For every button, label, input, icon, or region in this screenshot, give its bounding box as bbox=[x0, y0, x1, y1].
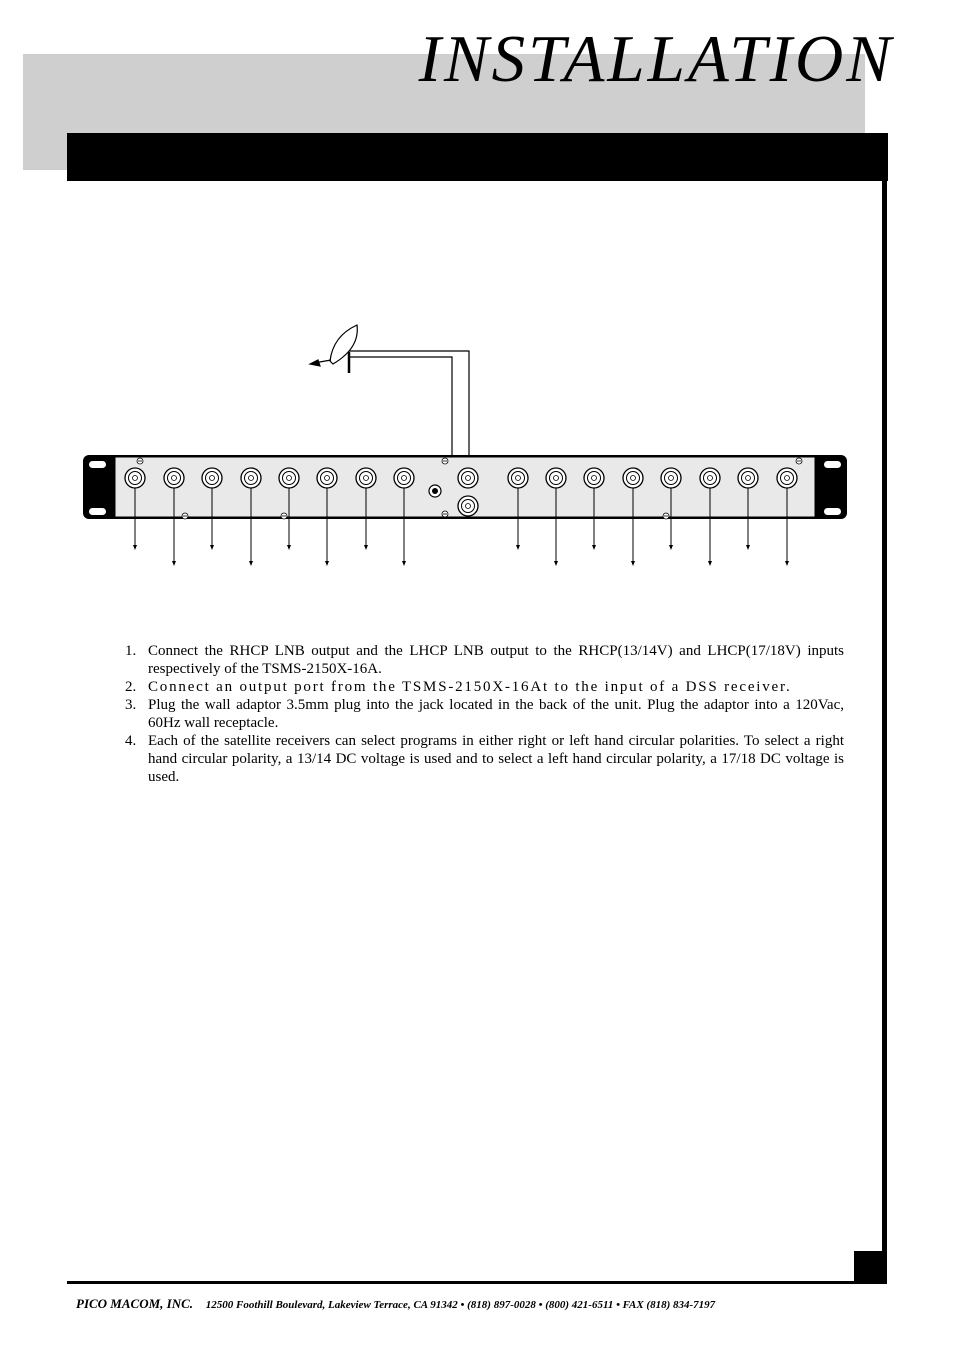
f-connector bbox=[546, 468, 566, 488]
f-connector bbox=[700, 468, 720, 488]
installation-steps bbox=[125, 642, 844, 786]
header-black-bar bbox=[67, 133, 888, 181]
f-connector bbox=[279, 468, 299, 488]
f-connector bbox=[125, 468, 145, 488]
f-connector bbox=[661, 468, 681, 488]
step-item: 3. Plug the wall adaptor 3.5mm plug into the jack located in the back of the unit. Plug the adaptor into a 120Vac, 60Hz wall receptacle. bbox=[125, 697, 844, 731]
step-item: 2. Connect an output port from the TSMS-2150X-16At to the input of a DSS receiver. bbox=[125, 679, 792, 695]
f-connector bbox=[394, 468, 414, 488]
footer-company: PICO MACOM, INC. bbox=[76, 1296, 194, 1311]
f-connector bbox=[777, 468, 797, 488]
step-item: 4. Each of the satellite receivers can select programs in either right or left hand circular polarities. To select a right hand circular polarity, a 13/14 DC voltage is used and to select a left hand circular polarity, a 17/18 DC voltage is used. bbox=[125, 733, 844, 785]
page-title: INSTALLATION bbox=[418, 22, 894, 96]
f-connector bbox=[241, 468, 261, 488]
f-connector bbox=[317, 468, 337, 488]
f-connector bbox=[623, 468, 643, 488]
footer-contact: 12500 Foothill Boulevard, Lakeview Terrace, CA 91342 • (818) 897-0028 • (800) 421-6511 • FAX (818) 834-7197 bbox=[205, 1299, 716, 1311]
f-connector bbox=[738, 468, 758, 488]
satellite-dish-icon bbox=[310, 325, 357, 373]
footer-rule bbox=[67, 1281, 887, 1284]
f-connector bbox=[508, 468, 528, 488]
f-connector bbox=[202, 468, 222, 488]
f-connector bbox=[164, 468, 184, 488]
f-connector bbox=[458, 468, 478, 488]
step-item: 1. Connect the RHCP LNB output and the LHCP LNB output to the RHCP(13/14V) and LHCP(17/18V) inputs respectively of the TSMS-2150X-16A. bbox=[125, 643, 844, 677]
footer bbox=[76, 1296, 886, 1312]
f-connector bbox=[458, 496, 478, 516]
f-connector bbox=[584, 468, 604, 488]
f-connector bbox=[356, 468, 376, 488]
installation-diagram bbox=[0, 300, 954, 600]
page-corner-block bbox=[854, 1251, 887, 1283]
